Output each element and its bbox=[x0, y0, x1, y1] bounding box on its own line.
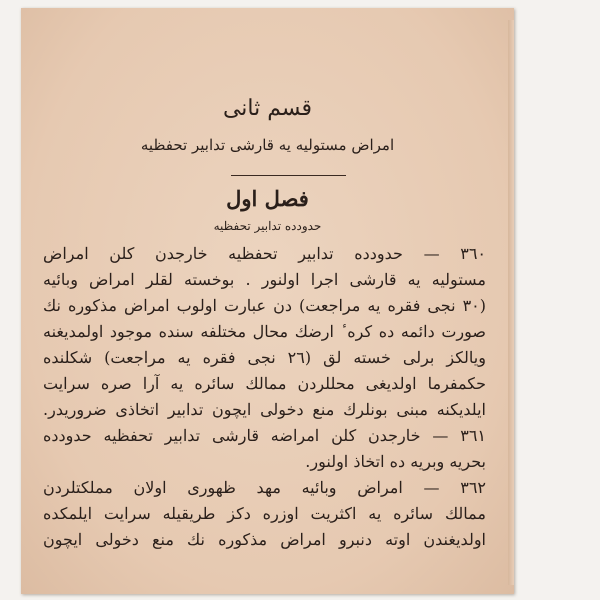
body-line-10: ٣٦٢ — امراض وبائیه مهد ظهوری اولان مملکتلردن bbox=[43, 478, 486, 497]
body-line-5: ویالکز برلی خسته لق (٢٦ نجی فقره یه مراجعت) شکلنده bbox=[43, 348, 486, 367]
body-line-1: ٣٦٠ — حدودده تدابیر تحفظیه خارجدن کلن امراض bbox=[43, 244, 486, 263]
body-line-9: بحریه وبریه ده اتخاذ اولنور. bbox=[305, 452, 486, 471]
body-line-11: ممالك سائره یه اکثریت اوزره دکز طریقیله سرایت ایلمکده bbox=[43, 504, 486, 523]
body-line-4: صورت دائمه ده کره ٔ ارضك محال مختلفه سنده موجود اولمدیغنه bbox=[43, 322, 486, 341]
part-subtitle: امراض مستولیه یه قارشی تدابیر تحفظیه bbox=[140, 136, 395, 154]
body-line-2: مستولیه یه قارشی اجرا اولنور . بوخسته لقلر امراض وبائیه bbox=[43, 270, 486, 289]
book-page bbox=[21, 8, 514, 594]
body-line-12: اولدیغندن اوته دنبرو امراض مذکوره نك منع دخولی ایچون bbox=[43, 530, 486, 549]
divider-rule bbox=[231, 175, 346, 176]
body-line-3: (٣٠ نجی فقره یه مراجعت) دن عبارت اولوب امراض مذکوره نك bbox=[43, 296, 486, 315]
section-title: حدودده تدابیر تحفظیه bbox=[213, 219, 322, 233]
page-edge bbox=[508, 20, 514, 585]
body-line-6: حکمفرما اولدیغی محللردن ممالك سائره یه آرا صره سرایت bbox=[43, 374, 486, 393]
body-line-8: ٣٦١ — خارجدن کلن امراضه قارشی تدابیر تحفظیه حدودده bbox=[43, 426, 486, 445]
chapter-title: فصل اول bbox=[226, 186, 309, 211]
body-line-7: ایلدیکنه مبنی بونلرك منع دخولی ایچون تدابیر اتخاذی ضروریدر. bbox=[43, 400, 486, 419]
part-title: قسم ثانی bbox=[222, 96, 313, 121]
